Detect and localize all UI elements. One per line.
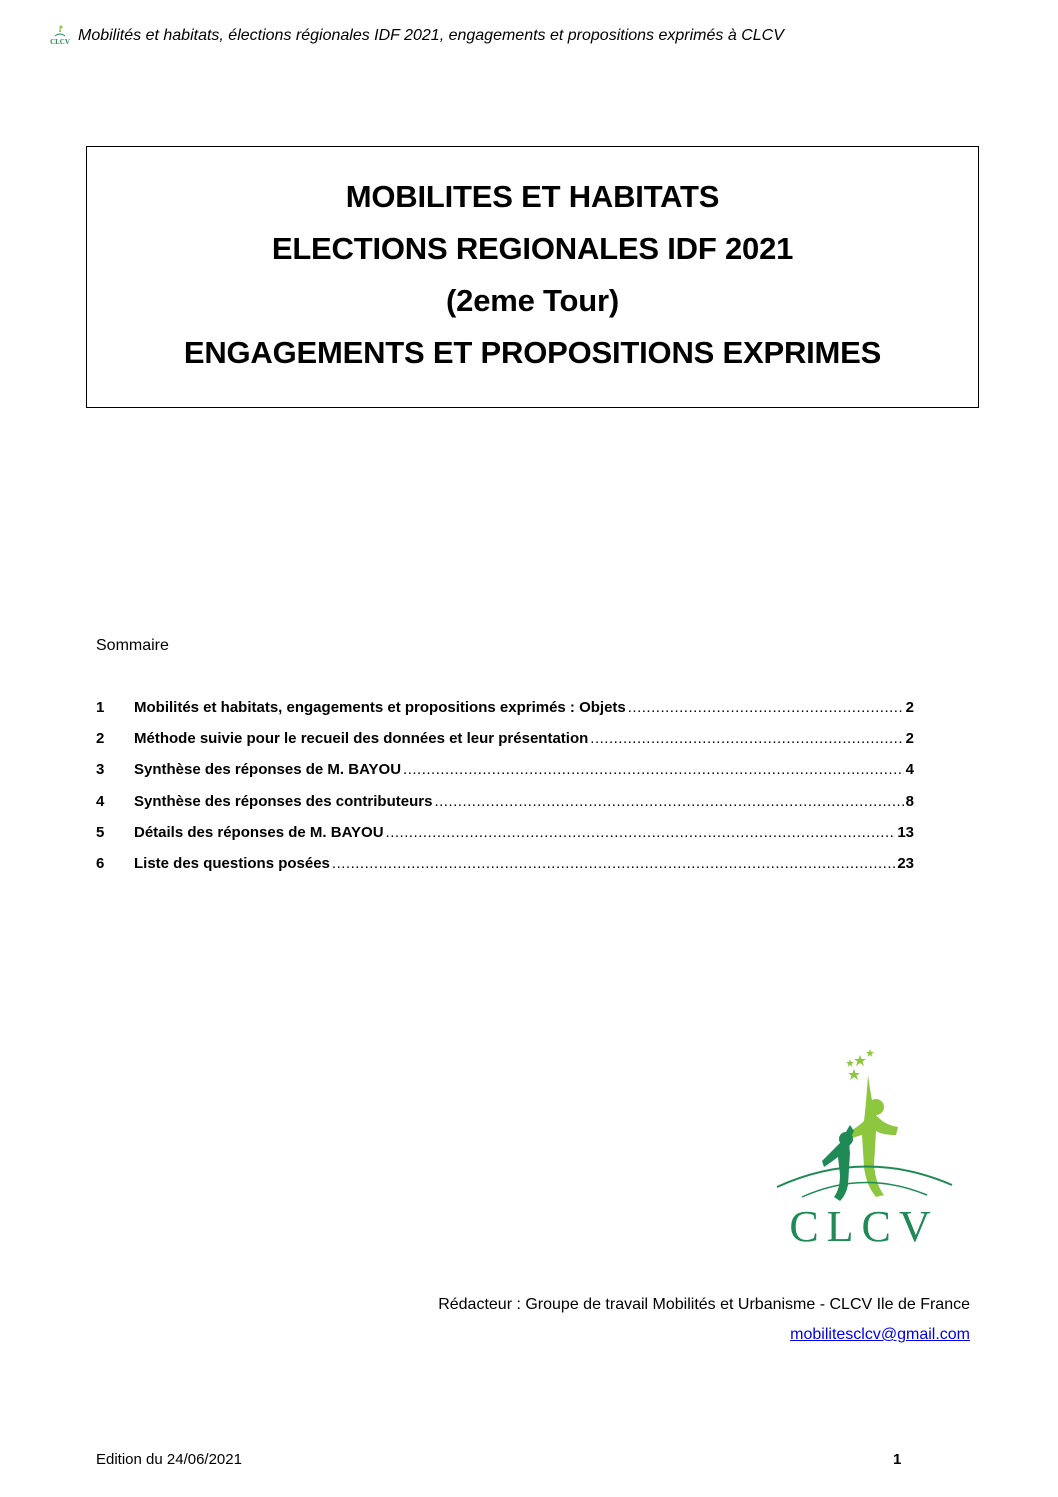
toc-leader-dots xyxy=(628,699,904,716)
toc-entry[interactable] xyxy=(96,793,914,824)
title-line-2: ELECTIONS REGIONALES IDF 2021 xyxy=(271,231,794,266)
page-header xyxy=(46,24,784,48)
toc-entry-title[interactable]: Synthèse des réponses de M. BAYOU xyxy=(134,761,402,779)
toc-entry[interactable] xyxy=(96,730,914,761)
toc-entry-number: 1 xyxy=(96,699,105,716)
title-line-1: MOBILITES ET HABITATS xyxy=(345,179,720,214)
toc-entry-page[interactable]: 23 xyxy=(897,854,914,872)
toc-entry[interactable] xyxy=(96,699,914,730)
toc-entry-page[interactable]: 13 xyxy=(897,823,914,841)
title-line-4: ENGAGEMENTS ET PROPOSITIONS EXPRIMES xyxy=(183,335,882,370)
toc-entry[interactable] xyxy=(96,824,914,855)
toc-entry-number: 3 xyxy=(96,761,105,779)
toc-entry-title[interactable]: Liste des questions posées xyxy=(134,854,330,872)
toc-entry-number: 6 xyxy=(96,854,105,872)
toc-leader-dots xyxy=(590,730,903,747)
toc-leader-dots xyxy=(403,761,904,778)
toc-leader-dots xyxy=(434,793,903,810)
toc-entry-page[interactable]: 2 xyxy=(905,730,914,748)
clcv-logo-icon xyxy=(772,1045,957,1250)
toc-entry-number: 5 xyxy=(96,823,105,841)
table-of-contents xyxy=(96,699,914,886)
header-logo-text: CLCV xyxy=(50,38,70,46)
toc-leader-dots xyxy=(332,855,895,872)
footer-edition: Edition du 24/06/2021 xyxy=(96,1451,242,1468)
toc-leader-dots xyxy=(386,824,896,841)
toc-entry-page[interactable]: 8 xyxy=(905,792,914,810)
toc-entry-title[interactable]: Détails des réponses de M. BAYOU xyxy=(134,823,384,841)
redacteur-text: Rédacteur : Groupe de travail Mobilités et Urbanisme - CLCV Ile de France xyxy=(438,1296,970,1313)
sommaire-label: Sommaire xyxy=(96,637,169,654)
header-title: Mobilités et habitats, élections régionales IDF 2021, engagements et propositions exprimés à CLCV xyxy=(78,27,784,44)
toc-entry-page[interactable]: 4 xyxy=(905,761,914,779)
toc-entry[interactable] xyxy=(96,855,914,886)
toc-entry-title[interactable]: Mobilités et habitats, engagements et propositions exprimés : Objets xyxy=(134,699,626,716)
toc-entry-number: 4 xyxy=(96,792,105,810)
clcv-logo-small-icon xyxy=(46,24,74,48)
toc-entry-title[interactable]: Synthèse des réponses des contributeurs xyxy=(134,792,433,810)
logo-text: CLCV xyxy=(789,1202,939,1250)
toc-entry-number: 2 xyxy=(96,730,105,748)
footer-page-number: 1 xyxy=(893,1451,902,1468)
toc-entry-title[interactable]: Méthode suivie pour le recueil des données et leur présentation xyxy=(134,730,589,748)
title-box xyxy=(86,146,979,408)
email-link[interactable]: mobilitesclcv@gmail.com xyxy=(790,1326,970,1343)
toc-entry-page[interactable]: 2 xyxy=(905,699,914,716)
title-line-3: (2eme Tour) xyxy=(446,283,619,318)
toc-entry[interactable] xyxy=(96,761,914,792)
